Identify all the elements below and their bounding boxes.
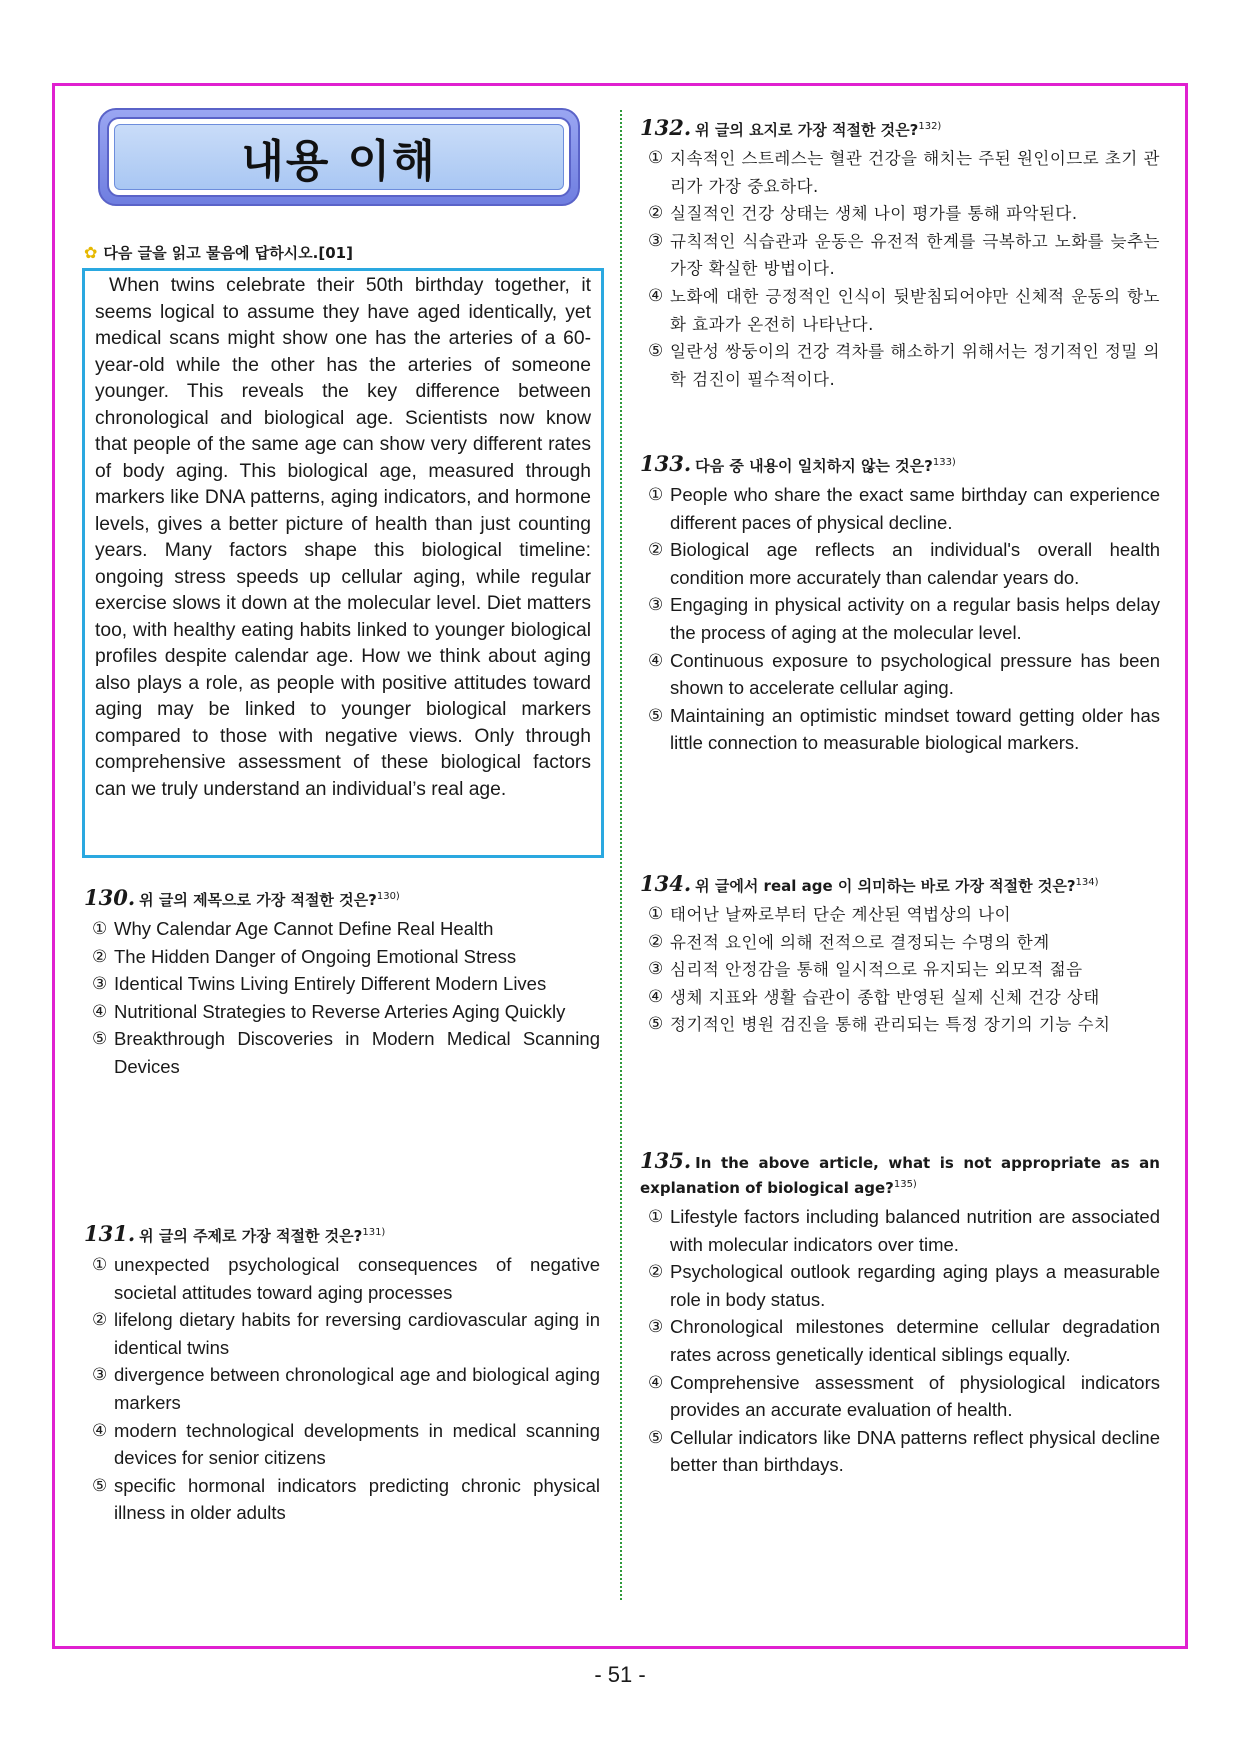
options-list <box>640 145 1160 393</box>
option-4[interactable]: ④ modern technological developments in medical scanning devices for senior citizens <box>92 1419 600 1469</box>
option-4[interactable]: ④ Comprehensive assessment of physiological indicators provides an accurate evaluation of health. <box>648 1371 1160 1421</box>
option-1[interactable]: ① Lifestyle factors including balanced nutrition are associated with molecular indicators over time. <box>648 1206 1160 1255</box>
options-list <box>640 1203 1160 1479</box>
question-text: In the above article, what is not appropriate as an explanation of biological age? <box>640 1154 1160 1197</box>
question-text: 위 글에서 real age 이 의미하는 바로 가장 적절한 것은? <box>695 877 1076 895</box>
option-4[interactable]: ④ 노화에 대한 긍정적인 인식이 뒷받침되어야만 신체적 운동의 항노화 효과가 온전히 나타난다. <box>648 285 1160 334</box>
option-3[interactable]: ③ Chronological milestones determine cellular degradation rates across genetically identical siblings equally. <box>648 1316 1160 1365</box>
instruction <box>84 242 353 263</box>
options-list <box>84 1251 600 1527</box>
banner-title: 내용 이해 <box>241 136 437 187</box>
question-133 <box>640 452 1160 757</box>
question-ref: 133) <box>932 457 956 468</box>
question-text: 위 글의 요지로 가장 적절한 것은? <box>695 121 919 139</box>
option-2[interactable]: ② Biological age reflects an individual's overall health condition more accurately than calendar years do. <box>648 539 1160 588</box>
option-1[interactable]: ① unexpected psychological consequences of negative societal attitudes toward aging processes <box>92 1254 600 1303</box>
option-3[interactable]: ③ Identical Twins Living Entirely Different Modern Lives <box>92 973 547 995</box>
section-banner <box>98 108 580 206</box>
options-list <box>640 481 1160 757</box>
options-list <box>84 915 600 1081</box>
question-130 <box>84 886 600 1081</box>
question-number: 134. <box>640 871 692 896</box>
question-132 <box>640 116 1160 393</box>
question-text: 위 글의 주제로 가장 적절한 것은? <box>139 1227 363 1245</box>
option-4[interactable]: ④ Continuous exposure to psychological pressure has been shown to accelerate cellular aging. <box>648 649 1160 699</box>
reading-passage: When twins celebrate their 50th birthday together, it seems logical to assume they have aged identically, yet medical scans might show one has the arteries of a 60-year-old while the other has the arteries of someone younger. This reveals the key difference between chronological and biological age. Scientists now know that people of the same age can show very different rates of body aging. This biological age, measured through markers like DNA patterns, aging indicators, and hormone levels, gives a better picture of health than just counting years. Many factors shape this biological timeline: ongoing stress speeds up cellular aging, while regular exercise slows it down at the molecular level. Diet matters too, with healthy eating habits linked to younger biological profiles despite calendar age. How we think about aging also plays a role, as people with positive attitudes toward aging may be linked to younger biological markers compared to those with negative views. Only through comprehensive assessment of these biological factors can we truly understand an individual’s real age. <box>82 268 604 858</box>
question-number: 132. <box>640 115 692 140</box>
question-ref: 135) <box>893 1179 917 1190</box>
option-5[interactable]: ⑤ Maintaining an optimistic mindset toward getting older has little connection to measurable biological markers. <box>648 704 1160 754</box>
option-3[interactable]: ③ 심리적 안정감을 통해 일시적으로 유지되는 외모적 젊음 <box>648 959 1083 980</box>
option-1[interactable]: ① 지속적인 스트레스는 혈관 건강을 해치는 주된 원인이므로 초기 관리가 가장 중요하다. <box>648 148 1160 196</box>
question-ref: 130) <box>376 891 400 902</box>
option-5[interactable]: ⑤ specific hormonal indicators predicting chronic physical illness in older adults <box>92 1474 600 1524</box>
option-3[interactable]: ③ divergence between chronological age and biological aging markers <box>92 1364 600 1413</box>
column-divider <box>620 110 622 1600</box>
option-1[interactable]: ① People who share the exact same birthday can experience different paces of physical decline. <box>648 484 1160 533</box>
question-number: 133. <box>640 451 692 476</box>
option-5[interactable]: ⑤ 정기적인 병원 검진을 통해 관리되는 특정 장기의 기능 수치 <box>648 1014 1111 1035</box>
option-4[interactable]: ④ Nutritional Strategies to Reverse Arteries Aging Quickly <box>92 1000 566 1022</box>
question-text: 위 글의 제목으로 가장 적절한 것은? <box>139 891 377 909</box>
option-1[interactable]: ① 태어난 날짜로부터 단순 계산된 역법상의 나이 <box>648 904 1012 924</box>
option-1[interactable]: ① Why Calendar Age Cannot Define Real Health <box>92 918 494 939</box>
option-2[interactable]: ② The Hidden Danger of Ongoing Emotional Stress <box>92 945 517 967</box>
option-2[interactable]: ② lifelong dietary habits for reversing cardiovascular aging in identical twins <box>92 1309 600 1358</box>
option-2[interactable]: ② 실질적인 건강 상태는 생체 나이 평가를 통해 파악된다. <box>648 203 1078 224</box>
question-number: 135. <box>640 1148 692 1173</box>
option-5[interactable]: ⑤ Cellular indicators like DNA patterns reflect physical decline better than birthdays. <box>648 1426 1160 1476</box>
question-131 <box>84 1222 600 1527</box>
option-2[interactable]: ② 유전적 요인에 의해 전적으로 결정되는 수명의 한계 <box>648 931 1050 952</box>
question-135 <box>640 1150 1160 1479</box>
option-3[interactable]: ③ 규칙적인 식습관과 운동은 유전적 한계를 극복하고 노화를 늦추는 가장 확실한 방법이다. <box>648 230 1160 279</box>
option-5[interactable]: ⑤ Breakthrough Discoveries in Modern Medical Scanning Devices <box>92 1028 600 1077</box>
question-ref: 132) <box>918 121 942 132</box>
question-number: 130. <box>84 885 136 910</box>
question-text: 다음 중 내용이 일치하지 않는 것은? <box>695 457 933 475</box>
option-3[interactable]: ③ Engaging in physical activity on a regular basis helps delay the process of aging at the molecular level. <box>648 594 1160 643</box>
question-134 <box>640 872 1160 1039</box>
question-number: 131. <box>84 1221 136 1246</box>
options-list <box>640 901 1160 1039</box>
instruction-text: 다음 글을 읽고 물음에 답하시오.[01] <box>103 244 353 262</box>
page-number: - 51 - <box>594 1662 646 1687</box>
option-4[interactable]: ④ 생체 지표와 생활 습관이 종합 반영된 실제 신체 건강 상태 <box>648 986 1100 1007</box>
question-ref: 134) <box>1075 877 1099 888</box>
flower-icon: ✿ <box>84 243 98 262</box>
option-2[interactable]: ② Psychological outlook regarding aging plays a measurable role in body status. <box>648 1261 1160 1310</box>
question-ref: 131) <box>362 1227 386 1238</box>
option-5[interactable]: ⑤ 일란성 쌍둥이의 건강 격차를 해소하기 위해서는 정기적인 정밀 의학 검진이 필수적이다. <box>648 341 1160 389</box>
